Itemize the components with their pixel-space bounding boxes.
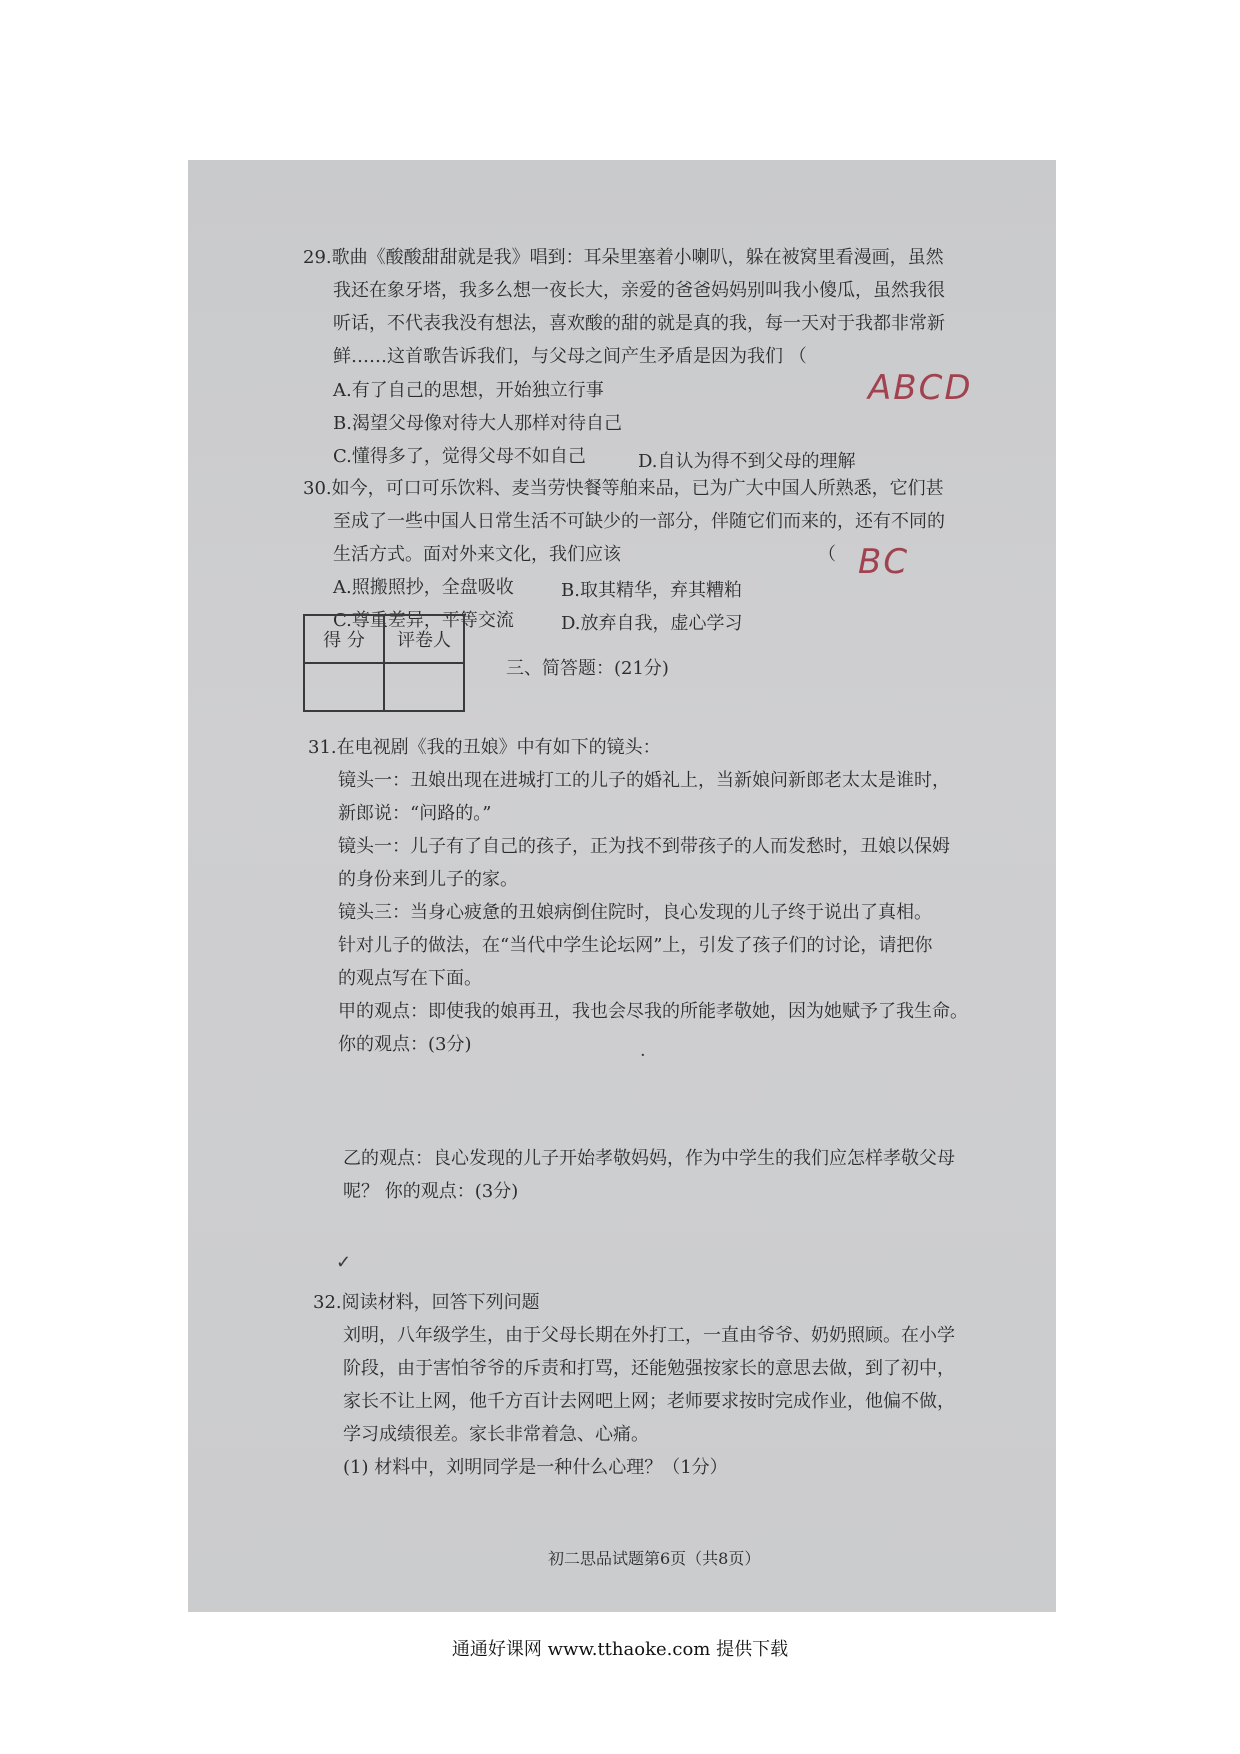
- q29-line-3: 听话，不代表我没有想法，喜欢酸的甜的就是真的我，每一天对于我都非常新: [333, 313, 945, 334]
- q30-line-1: 30.如今，可口可乐饮料、麦当劳快餐等舶来品，已为广大中国人所熟悉，它们甚: [303, 478, 944, 499]
- q32-line-6: (1) 材料中，刘明同学是一种什么心理？（1分）: [343, 1457, 728, 1478]
- download-source-line: 通通好课网 www.tthaoke.com 提供下载: [451, 1639, 789, 1660]
- q30-answer-paren: （: [818, 544, 836, 565]
- q31-line-11: 乙的观点：良心发现的儿子开始孝敬妈妈，作为中学生的我们应怎样孝敬父母: [343, 1148, 955, 1169]
- q32-line-4: 家长不让上网，他千方百计去网吧上网；老师要求按时完成作业，他偏不做，: [343, 1391, 955, 1412]
- q30-line-2: 至成了一些中国人日常生活不可缺少的一部分，伴随它们而来的，还有不同的: [333, 511, 945, 532]
- q31-line-10: 你的观点：(3分): [338, 1034, 472, 1055]
- score-box-cell-score: [304, 663, 384, 711]
- q29-line-1: 29.歌曲《酸酸甜甜就是我》唱到：耳朵里塞着小喇叭，躲在被窝里看漫画，虽然: [303, 247, 944, 268]
- q30-line-3: 生活方式。面对外来文化，我们应该: [333, 544, 621, 565]
- q31-line-9: 甲的观点：即使我的娘再丑，我也会尽我的所能孝敬她，因为她赋予了我生命。: [338, 1001, 968, 1022]
- q30-handwritten-answer: BC: [858, 542, 910, 582]
- section-3-heading: 三、简答题：(21分): [506, 658, 669, 679]
- q31-line-5: 的身份来到儿子的家。: [338, 869, 518, 890]
- q29-handwritten-answer: ABCD: [868, 368, 973, 408]
- q31-line-8: 的观点写在下面。: [338, 968, 482, 989]
- q31-line-6: 镜头三：当身心疲惫的丑娘病倒住院时，良心发现的儿子终于说出了真相。: [338, 902, 932, 923]
- stray-pen-mark: ✓: [336, 1252, 352, 1273]
- q32-line-5: 学习成绩很差。家长非常着急、心痛。: [343, 1424, 649, 1445]
- q29-option-c: C.懂得多了，觉得父母不如自己: [333, 446, 586, 467]
- score-box-header-grader: 评卷人: [384, 615, 464, 663]
- q29-line-2: 我还在象牙塔，我多么想一夜长大，亲爱的爸爸妈妈别叫我小傻瓜，虽然我很: [333, 280, 945, 301]
- q30-option-d: D.放弃自我，虚心学习: [561, 613, 743, 634]
- q29-option-b: B.渴望父母像对待大人那样对待自己: [333, 413, 622, 434]
- q32-line-1: 32.阅读材料，回答下列问题: [313, 1292, 540, 1313]
- q32-line-2: 刘明，八年级学生，由于父母长期在外打工，一直由爷爷、奶奶照顾。在小学: [343, 1325, 955, 1346]
- q31-line-12: 呢？ 你的观点：(3分): [343, 1181, 519, 1202]
- q30-option-c: C.尊重差异，平等交流: [333, 610, 514, 631]
- score-box-cell-grader: [384, 663, 464, 711]
- q31-line-3: 新郎说：“问路的。”: [338, 803, 492, 824]
- score-box: [303, 614, 465, 712]
- q31-line-4: 镜头一：儿子有了自己的孩子，正为找不到带孩子的人而发愁时，丑娘以保姆: [338, 836, 950, 857]
- q29-option-a: A.有了自己的思想，开始独立行事: [333, 380, 604, 401]
- q29-option-d: D.自认为得不到父母的理解: [638, 451, 856, 472]
- q32-line-3: 阶段，由于害怕爷爷的斥责和打骂，还能勉强按家长的意思去做，到了初中，: [343, 1358, 955, 1379]
- q31-line-1: 31.在电视剧《我的丑娘》中有如下的镜头：: [308, 737, 661, 758]
- q30-option-b: B.取其精华，弃其糟粕: [561, 580, 742, 601]
- page-footer: 初二思品试题第6页（共8页）: [548, 1549, 761, 1568]
- scanned-exam-page: [188, 160, 1056, 1612]
- stray-dot: ·: [640, 1045, 646, 1066]
- q29-line-4: 鲜……这首歌告诉我们，与父母之间产生矛盾是因为我们 （: [333, 346, 807, 367]
- q31-line-2: 镜头一：丑娘出现在进城打工的儿子的婚礼上，当新娘问新郎老太太是谁时，: [338, 770, 950, 791]
- score-box-header-score: 得 分: [304, 615, 384, 663]
- q31-line-7: 针对儿子的做法，在“当代中学生论坛网”上，引发了孩子们的讨论，请把你: [338, 935, 933, 956]
- q30-option-a: A.照搬照抄，全盘吸收: [333, 577, 514, 598]
